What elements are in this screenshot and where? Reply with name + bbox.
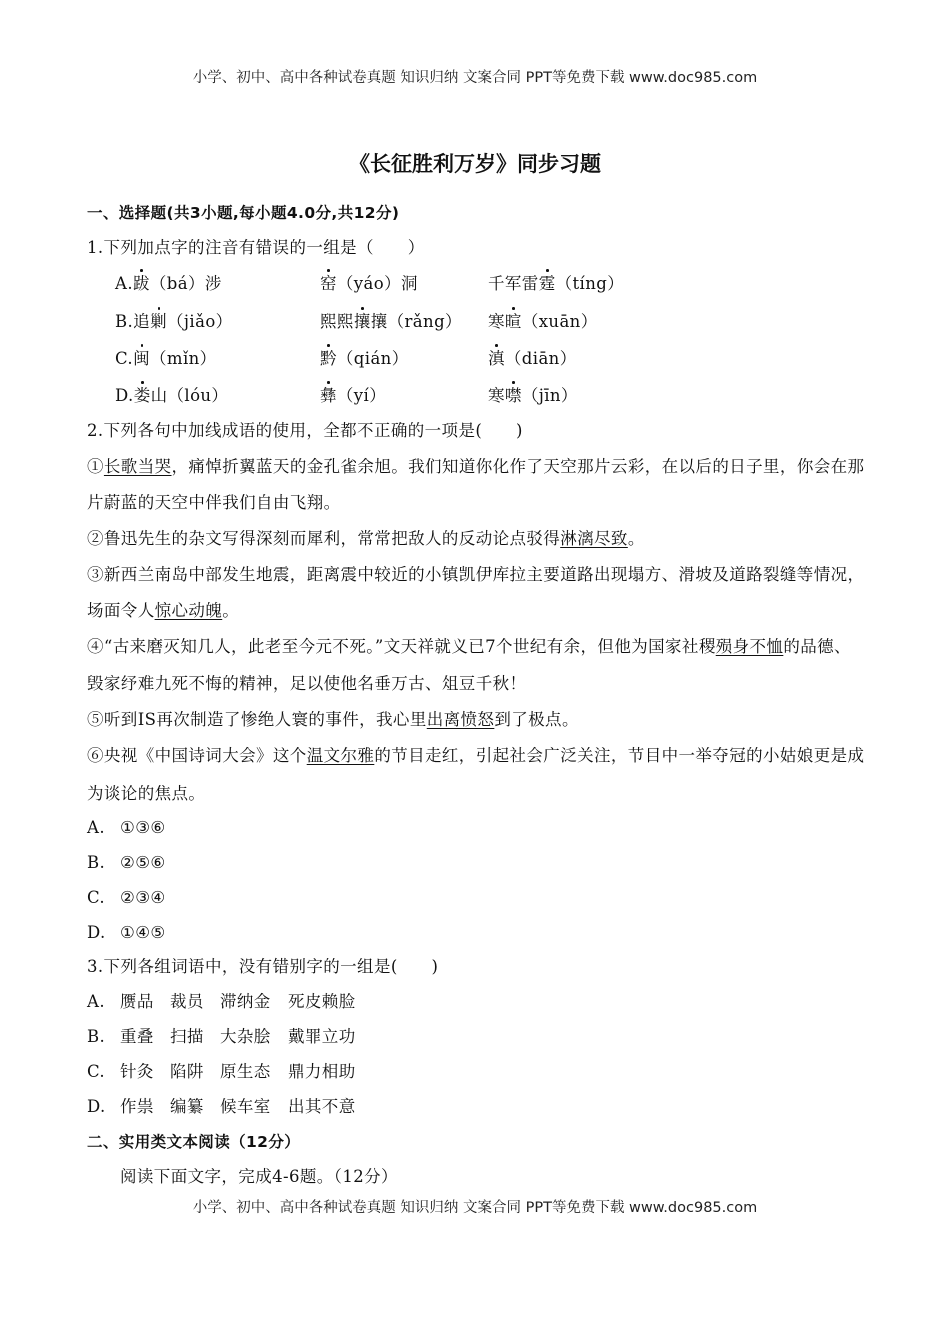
underlined-idiom: 温文尔雅 (306, 746, 375, 765)
emphasized-char: 黔 (320, 349, 337, 368)
option-prefix: 千军雷 (488, 274, 539, 293)
emphasized-char: 噤 (504, 386, 522, 405)
option-prefix: C. (115, 349, 134, 368)
sentence-line (87, 710, 579, 730)
option-suffix: （qián） (336, 349, 409, 368)
option-suffix: （tíng） (555, 274, 625, 293)
option-suffix: （bá）涉 (149, 274, 222, 293)
sentence-text: ⑤听到IS再次制造了惨绝人寰的事件，我心里 (87, 710, 427, 729)
option-label: B. (87, 853, 106, 872)
option-label: A. (87, 992, 105, 1011)
page-header: 小学、初中、高中各种试卷真题 知识归纳 文案合同 PPT等免费下载 www.doc985.com (192, 70, 758, 86)
emphasized-char: 攘 (353, 312, 371, 331)
sentence-text: ③新西兰南岛中部发生地震，距离震中较近的小镇凯伊库拉主要道路出现塌方、滑坡及道路裂缝等情况， (87, 565, 865, 584)
answer-option[interactable] (87, 853, 166, 873)
sentence-text: ，痛悼折翼蓝天的金孔雀余旭。我们知道你化作了天空那片云彩，在以后的日子里，你会在那 (171, 457, 865, 476)
emphasized-char: 娄 (133, 386, 151, 405)
option-word: 戴罪立功 (288, 1027, 356, 1046)
option-word: 候车室 (220, 1097, 271, 1116)
option-suffix: （diān） (504, 349, 577, 368)
option-text: ①④⑤ (120, 923, 166, 942)
reading-instruction: 阅读下面文字，完成4-6题。（12分） (120, 1167, 398, 1186)
question-3-stem: 3.下列各组词语中，没有错别字的一组是( ) (87, 957, 439, 976)
sentence-text: ⑥央视《中国诗词大会》这个 (87, 746, 307, 765)
emphasized-char: 暄 (504, 312, 522, 331)
answer-option[interactable] (87, 1062, 447, 1082)
option-word: 原生态 (220, 1062, 271, 1081)
option-label: D. (87, 923, 106, 942)
option-suffix: （jiǎo） (166, 312, 233, 331)
sentence-text: ④“古来磨灭知几人，此老至今元不死。”文天祥就义已7个世纪有余，但他为国家社稷 (87, 637, 716, 656)
pinyin-option (488, 349, 577, 369)
option-suffix: （jīn） (521, 386, 578, 405)
option-word: 编纂 (170, 1097, 204, 1116)
answer-option[interactable] (87, 923, 166, 943)
option-word: 扫描 (170, 1027, 204, 1046)
emphasized-char: 彝 (320, 386, 337, 405)
sentence-text: 为谈论的焦点。 (87, 784, 206, 803)
pinyin-option (320, 312, 462, 332)
underlined-idiom: 惊心动魄 (154, 601, 223, 620)
emphasized-char: 滇 (488, 349, 505, 368)
emphasized-char: 窑 (320, 274, 337, 293)
answer-option[interactable] (87, 992, 447, 1012)
emphasized-char: 霆 (538, 274, 556, 293)
answer-option[interactable] (87, 888, 166, 908)
option-label: D. (87, 1097, 106, 1116)
sentence-line (87, 601, 239, 621)
sentence-text: 。 (627, 529, 645, 548)
option-text: ②③④ (120, 888, 166, 907)
pinyin-option (488, 312, 598, 332)
sentence-line (87, 746, 864, 766)
sentence-text: 的节目走红，引起社会广泛关注，节目中一举夺冠的小姑娘更是成 (374, 746, 865, 765)
option-word: 鼎力相助 (288, 1062, 356, 1081)
sentence-text: 片蔚蓝的天空中伴我们自由飞翔。 (87, 493, 341, 512)
option-label: C. (87, 888, 106, 907)
pinyin-option (488, 274, 624, 294)
sentence-line (87, 784, 205, 804)
option-prefix: 熙熙 (320, 312, 354, 331)
sentence-text: 毁家纾难九死不悔的精神，足以使他名垂万古、俎豆千秋！ (87, 674, 527, 693)
sentence-text: 到了极点。 (494, 710, 579, 729)
option-word: 作祟 (120, 1097, 154, 1116)
option-word: 重叠 (120, 1027, 154, 1046)
option-text: ①③⑥ (120, 818, 166, 837)
pinyin-option (115, 386, 228, 406)
pinyin-option (115, 274, 222, 294)
option-word: 出其不意 (288, 1097, 356, 1116)
page-title: 《长征胜利万岁》同步习题 (349, 152, 601, 176)
sentence-line (87, 674, 526, 694)
option-label: C. (87, 1062, 106, 1081)
underlined-idiom: 淋漓尽致 (560, 529, 628, 548)
underlined-idiom: 出离愤怒 (426, 710, 495, 729)
answer-option[interactable] (87, 1027, 447, 1047)
option-suffix: （mǐn） (150, 349, 217, 368)
option-suffix: （yáo）洞 (336, 274, 418, 293)
option-word: 赝品 (120, 992, 154, 1011)
emphasized-char: 剿 (150, 312, 167, 331)
sentence-line (87, 637, 851, 657)
underlined-idiom: 殒身不恤 (715, 637, 784, 656)
sentence-line (87, 565, 864, 585)
option-label: B. (87, 1027, 106, 1046)
pinyin-option (320, 274, 418, 294)
option-word: 针灸 (120, 1062, 154, 1081)
answer-option[interactable] (87, 818, 166, 838)
answer-option[interactable] (87, 1097, 447, 1117)
option-suffix: （xuān） (521, 312, 598, 331)
section-heading-2: 二、实用类文本阅读（12分） (87, 1133, 301, 1151)
option-prefix: B.追 (115, 312, 151, 331)
option-word: 大杂脍 (220, 1027, 271, 1046)
pinyin-option (115, 349, 217, 369)
option-word: 滞纳金 (220, 992, 271, 1011)
sentence-line (87, 493, 341, 513)
option-suffix: 攘（rǎng） (370, 312, 462, 331)
option-prefix: D. (115, 386, 134, 405)
pinyin-option (320, 349, 409, 369)
option-suffix: 山（lóu） (150, 386, 229, 405)
option-prefix: 寒 (488, 312, 505, 331)
option-word: 死皮赖脸 (288, 992, 356, 1011)
pinyin-option (320, 386, 386, 406)
option-word: 裁员 (170, 992, 204, 1011)
option-word: 陷阱 (170, 1062, 204, 1081)
option-prefix: A. (115, 274, 133, 293)
emphasized-char: 跋 (132, 274, 150, 293)
option-label: A. (87, 818, 105, 837)
sentence-text: 场面令人 (87, 601, 155, 620)
underlined-idiom: 长歌当哭 (103, 457, 172, 476)
pinyin-option (115, 312, 233, 332)
sentence-text: ① (87, 457, 104, 476)
sentence-line (87, 457, 864, 477)
sentence-line (87, 529, 645, 549)
emphasized-char: 闽 (133, 349, 150, 368)
section-heading-1: 一、选择题(共3小题,每小题4.0分,共12分) (87, 204, 400, 222)
option-text: ②⑤⑥ (120, 853, 166, 872)
option-suffix: （yí） (336, 386, 387, 405)
sentence-text: 。 (222, 601, 240, 620)
pinyin-option (488, 386, 578, 406)
sentence-text: 的品德、 (783, 637, 851, 656)
page-footer: 小学、初中、高中各种试卷真题 知识归纳 文案合同 PPT等免费下载 www.doc985.com (192, 1200, 758, 1216)
option-prefix: 寒 (488, 386, 505, 405)
sentence-text: ②鲁迅先生的杂文写得深刻而犀利，常常把敌人的反动论点驳得 (87, 529, 561, 548)
question-1-stem: 1.下列加点字的注音有错误的一组是（ ） (87, 238, 425, 257)
question-2-stem: 2.下列各句中加线成语的使用，全都不正确的一项是( ) (87, 421, 523, 440)
